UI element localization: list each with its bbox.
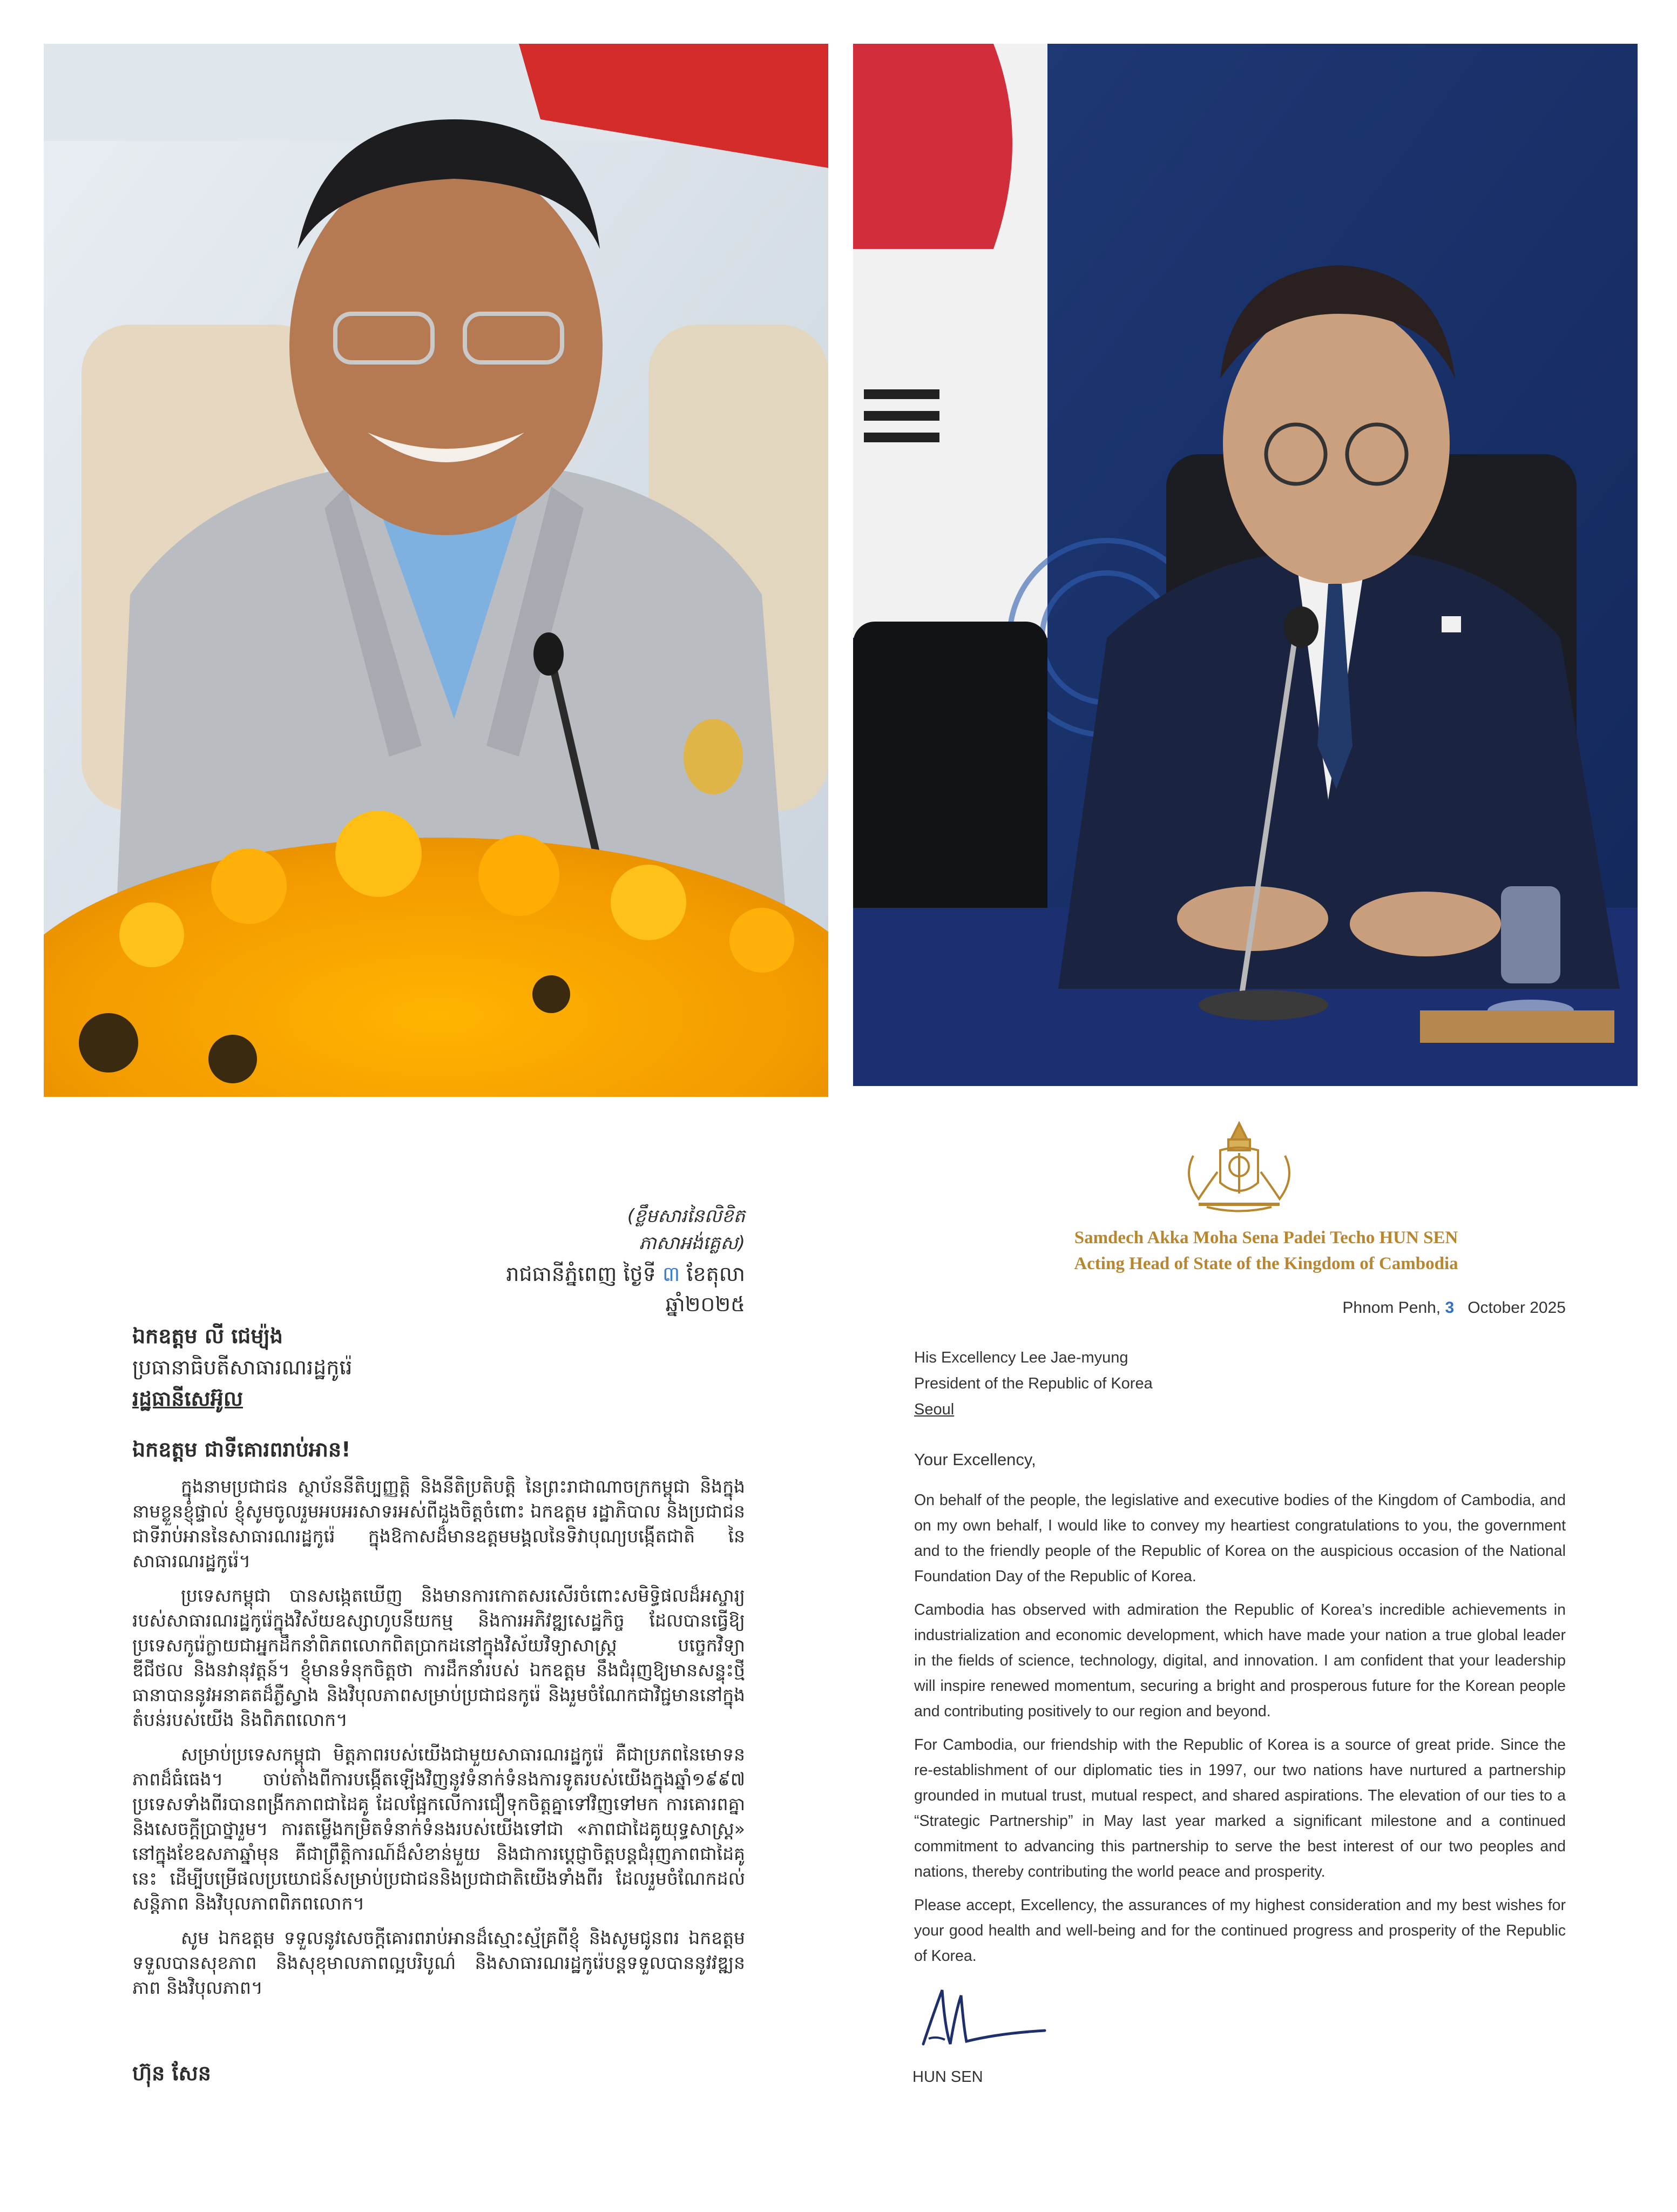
date-prefix: រាជធានីភ្នំពេញ ថ្ងៃទី: [506, 1262, 656, 1286]
addressee-name: ឯកឧត្តម លី ជេម្យ៉ុង: [132, 1324, 283, 1348]
date-day: 3: [1445, 1299, 1455, 1317]
translation-note: (ខ្លឹមសារនៃលិខិតភាសាអង់គ្លេស): [627, 1205, 745, 1254]
body-paragraph: Cambodia has observed with admiration the Republic of Korea’s incredible achievements in industrialization and economic development, which have made your nation a true global leader in the fields of science, technology, digital, and innovation. I am confident that your leadership will inspire renewed momentum, securing a bright and prosperous future for the Korean people and contributing positively to our region and beyond.: [914, 1601, 1566, 1720]
royal-coat-of-arms-icon: [1177, 1118, 1301, 1215]
date-day: ៣: [662, 1262, 680, 1286]
body-paragraph: សូម ឯកឧត្តម ទទួលនូវសេចក្តីគោរពរាប់អានដ៏ស្មោះស្ម័គ្រពីខ្ញុំ និងសូមជូនពរ ឯកឧត្តម ទទួលបានសុខភាព និងសុខុមាលភាពល្អបរិបូណ៌ និងសាធារណរដ្ឋកូរ៉េបន្តទទួលបាននូវវឌ្ឍនភាព និងវិបុលភាព។: [132, 1927, 745, 1998]
sender-title: [907, 1225, 1625, 1277]
addressee-title: ប្រធានាធិបតីសាធារណរដ្ឋកូរ៉េ: [132, 1355, 353, 1379]
sender-title-line1: Samdech Akka Moha Sena Padei Techo HUN SEN: [1074, 1228, 1458, 1247]
addressee-city: រដ្ឋធានីសេអ៊ូល: [132, 1387, 244, 1411]
addressee-name: His Excellency Lee Jae-myung: [914, 1349, 1128, 1366]
sender-title-line2: Acting Head of State of the Kingdom of Cambodia: [1074, 1254, 1458, 1273]
addressee-block-english: [914, 1345, 1400, 1422]
body-paragraph: For Cambodia, our friendship with the Republic of Korea is a source of great pride. Since the re-establishment of our diplomatic ties in 1997, our two nations have nurtured a partnership grounded in mutual trust, mutual respect, and shared aspirations. The elevation of our ties to a “Strategic Partnership” in May last year marked a significant milestone and a continued commitment to advancing this partnership to serve the best interest of our two peoples and nations, thereby contributing the world peace and prosperity.: [914, 1736, 1566, 1880]
body-paragraph: Please accept, Excellency, the assurances of my highest consideration and my best wishes for your good health and well-being and for the continued progress and prosperity of the Republic of Korea.: [914, 1897, 1566, 1965]
addressee-title: President of the Republic of Korea: [914, 1375, 1153, 1392]
salutation-english: Your Excellency,: [914, 1450, 1036, 1469]
date-suffix: October 2025: [1468, 1299, 1566, 1317]
handwritten-signature-icon: [912, 1979, 1053, 2060]
body-paragraph: ក្នុងនាមប្រជាជន ស្ថាប័ននីតិប្បញ្ញត្តិ និងនីតិប្រតិបត្តិ នៃព្រះរាជាណាចក្រកម្ពុជា និងក្នុងនាមខ្លួនខ្ញុំផ្ទាល់ ខ្ញុំសូមចូលរួមអបអរសាទរអស់ពីដួងចិត្តចំពោះ ឯកឧត្តម រដ្ឋាភិបាល និងប្រជាជនជាទីរាប់អាននៃសាធារណរដ្ឋកូរ៉េ ក្នុងឱកាសដ៏មានឧត្តមមង្គលនៃទិវាបុណ្យបង្កើតជាតិ នៃសាធារណរដ្ឋកូរ៉េ។: [132, 1476, 745, 1572]
letter-body-english: [914, 1488, 1566, 1977]
body-paragraph: សម្រាប់ប្រទេសកម្ពុជា មិត្តភាពរបស់យើងជាមួយសាធារណរដ្ឋកូរ៉េ គឺជាប្រភពនៃមោទនភាពដ៏ធំធេង។ ចាប់តាំងពីការបង្កើតឡើងវិញនូវទំនាក់ទំនងការទូតរបស់យើងក្នុងឆ្នាំ១៩៩៧ ប្រទេសទាំងពីរបានពង្រីកភាពជាដៃគូ ដែលផ្អែកលើការជឿទុកចិត្តគ្នាទៅវិញទៅមក ការគោរពគ្នា និងសេចក្តីប្រាថ្នារួម។ ការតម្លើងកម្រិតទំនាក់ទំនងរបស់យើងទៅជា «ភាពជាដៃគូយុទ្ធសាស្ត្រ» នៅក្នុងខែឧសភាឆ្នាំមុន គឺជាព្រឹត្តិការណ៍ដ៏សំខាន់មួយ និងជាការប្តេជ្ញាចិត្តបន្តជំរុញភាពជាដៃគូនេះ ដើម្បីបម្រើផលប្រយោជន៍សម្រាប់ប្រជាជននិងប្រជាជាតិយើងទាំងពីរ ដែលរួមចំណែកដល់សន្តិភាព និងវិបុលភាពពិភពលោក។: [132, 1744, 745, 1914]
portrait-photo-icon: [853, 44, 1638, 1086]
body-paragraph: ប្រទេសកម្ពុជា បានសង្កេតឃើញ និងមានការកោតសរសើរចំពោះសមិទ្ធិផលដ៏អស្ចារ្យរបស់សាធារណរដ្ឋកូរ៉េក្នុងវិស័យឧស្សាហូបនីយកម្ម និងការអភិវឌ្ឍសេដ្ឋកិច្ច ដែលបានធ្វើឱ្យប្រទេសកូរ៉េក្លាយជាអ្នកដឹកនាំពិភពលោកពិតប្រាកដនៅក្នុងវិស័យវិទ្យាសាស្ត្រ បច្ចេកវិទ្យា ឌីជីថល និងនវានុវត្តន៍។ ខ្ញុំមានទំនុកចិត្តថា ការដឹកនាំរបស់ ឯកឧត្តម នឹងជំរុញឱ្យមានសន្ទុះថ្មី ធានាបាននូវអនាគតដ៏ភ្លឺស្វាង និងវិបុលភាពសម្រាប់ប្រជាជនកូរ៉េ និងរួមចំណែកជាវិជ្ជមាននៅក្នុងតំបន់របស់យើង និងពិភពលោក។: [132, 1585, 745, 1730]
portrait-photo-right: [853, 44, 1638, 1086]
signature-name-khmer: ហ៊ុន សែន: [132, 2061, 211, 2085]
letter-body-khmer: [132, 1474, 745, 2010]
portrait-photo-icon: [44, 44, 828, 1097]
portrait-photo-left: [44, 44, 828, 1097]
signature-name-english: HUN SEN: [912, 2068, 983, 2086]
date-suffix: ខែតុលា ឆ្នាំ២០២៥: [665, 1262, 745, 1316]
date-prefix: Phnom Penh,: [1342, 1299, 1441, 1317]
salutation-khmer: ឯកឧត្តម ជាទីគោរពរាប់អាន!: [132, 1438, 351, 1461]
letter-date-khmer: [421, 1261, 745, 1321]
addressee-block-khmer: [132, 1320, 510, 1414]
body-paragraph: On behalf of the people, the legislative and executive bodies of the Kingdom of Cambodia, and on my own behalf, I would like to convey my heartiest congratulations to you, the government and to the friendly people of the Republic of Korea on the auspicious occasion of the National Foundation Day of the Republic of Korea.: [914, 1492, 1566, 1585]
addressee-city: Seoul: [914, 1401, 955, 1418]
letter-date-english: [1188, 1299, 1566, 1317]
